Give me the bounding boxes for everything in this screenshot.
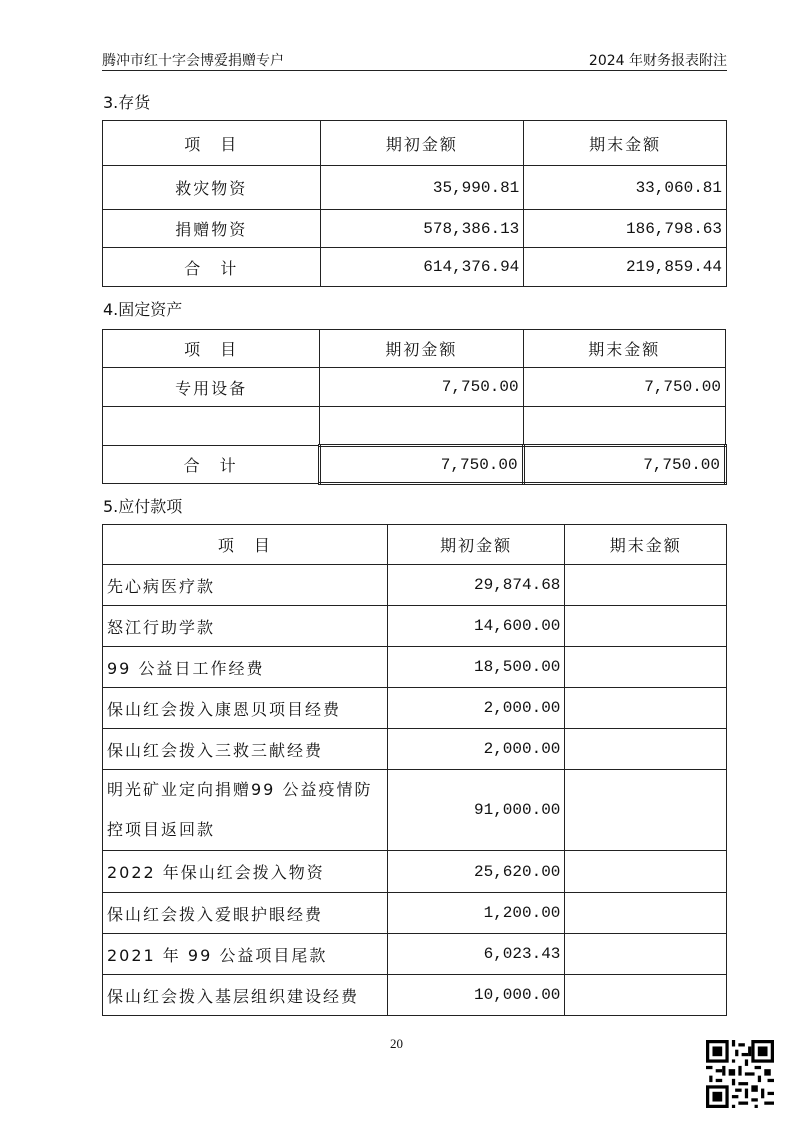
row-begin-amount: 614,376.94 (320, 248, 524, 287)
column-header-begin: 期初金额 (320, 121, 524, 166)
column-header-end: 期末金额 (524, 121, 727, 166)
row-item: 2021 年 99 公益项目尾款 (103, 934, 388, 975)
row-item: 保山红会拨入康恩贝项目经费 (103, 688, 388, 729)
section-title-inventory: 3.存货 (103, 93, 151, 112)
section-title-payables: 5.应付款项 (103, 497, 183, 516)
row-begin-amount (320, 407, 523, 446)
header-organization: 腾冲市红十字会博爱捐赠专户 (102, 53, 284, 69)
row-item: 专用设备 (103, 368, 320, 407)
table-row (103, 647, 727, 688)
page-number: 20 (390, 1036, 403, 1051)
row-begin-amount: 14,600.00 (387, 606, 565, 647)
row-end-amount: 186,798.63 (524, 210, 727, 248)
table-row-empty (103, 407, 726, 446)
row-begin-amount: 10,000.00 (387, 975, 565, 1016)
row-end-amount (565, 934, 727, 975)
table-row (103, 606, 727, 647)
table-row (103, 565, 727, 606)
row-item: 2022 年保山红会拨入物资 (103, 851, 388, 893)
row-item: 救灾物资 (103, 166, 321, 210)
table-row (103, 688, 727, 729)
header-report-title: 2024 年财务报表附注 (588, 53, 727, 69)
row-item: 合 计 (103, 446, 320, 484)
row-end-amount: 219,859.44 (524, 248, 727, 287)
table-row (103, 934, 727, 975)
row-item: 保山红会拨入三救三献经费 (103, 729, 388, 770)
row-begin-amount: 6,023.43 (387, 934, 565, 975)
row-end-amount (565, 647, 727, 688)
column-header-end: 期末金额 (523, 330, 725, 368)
row-end-amount (523, 407, 725, 446)
table-header-row (103, 330, 726, 368)
row-item: 明光矿业定向捐赠99 公益疫情防控项目返回款 (103, 770, 388, 851)
row-begin-amount: 7,750.00 (320, 446, 523, 484)
column-header-item: 项 目 (103, 330, 320, 368)
table-row (103, 210, 727, 248)
row-begin-amount: 29,874.68 (387, 565, 565, 606)
row-item (103, 407, 320, 446)
row-end-amount: 33,060.81 (524, 166, 727, 210)
row-end-amount (565, 729, 727, 770)
table-row (103, 893, 727, 934)
column-header-begin: 期初金额 (387, 525, 565, 565)
row-begin-amount: 2,000.00 (387, 729, 565, 770)
table-row (103, 770, 727, 851)
column-header-item: 项 目 (103, 121, 321, 166)
table-row (103, 368, 726, 407)
fixed-assets-table (102, 329, 727, 485)
qr-code-icon (706, 1040, 774, 1108)
inventory-table (102, 120, 727, 287)
row-item: 捐赠物资 (103, 210, 321, 248)
row-end-amount (565, 606, 727, 647)
table-header-row (103, 525, 727, 565)
row-item: 怒江行助学款 (103, 606, 388, 647)
row-end-amount: 7,750.00 (523, 368, 725, 407)
row-begin-amount: 91,000.00 (387, 770, 565, 851)
table-row (103, 166, 727, 210)
column-header-end: 期末金额 (565, 525, 727, 565)
row-begin-amount: 7,750.00 (320, 368, 523, 407)
row-end-amount (565, 688, 727, 729)
table-header-row (103, 121, 727, 166)
row-item: 99 公益日工作经费 (103, 647, 388, 688)
row-end-amount (565, 851, 727, 893)
table-row (103, 851, 727, 893)
table-total-row (103, 446, 726, 484)
table-row (103, 975, 727, 1016)
row-item: 先心病医疗款 (103, 565, 388, 606)
row-begin-amount: 18,500.00 (387, 647, 565, 688)
column-header-begin: 期初金额 (320, 330, 523, 368)
payables-table (102, 524, 727, 1016)
page-header (102, 50, 727, 71)
column-header-item: 项 目 (103, 525, 388, 565)
row-item: 合 计 (103, 248, 321, 287)
row-begin-amount: 35,990.81 (320, 166, 524, 210)
table-row (103, 729, 727, 770)
row-end-amount (565, 975, 727, 1016)
row-item: 保山红会拨入基层组织建设经费 (103, 975, 388, 1016)
row-begin-amount: 1,200.00 (387, 893, 565, 934)
row-end-amount: 7,750.00 (523, 446, 725, 484)
row-begin-amount: 578,386.13 (320, 210, 524, 248)
row-item: 保山红会拨入爱眼护眼经费 (103, 893, 388, 934)
row-begin-amount: 2,000.00 (387, 688, 565, 729)
row-end-amount (565, 893, 727, 934)
row-end-amount (565, 565, 727, 606)
table-total-row (103, 248, 727, 287)
row-begin-amount: 25,620.00 (387, 851, 565, 893)
row-end-amount (565, 770, 727, 851)
section-title-fixed-assets: 4.固定资产 (103, 300, 183, 319)
